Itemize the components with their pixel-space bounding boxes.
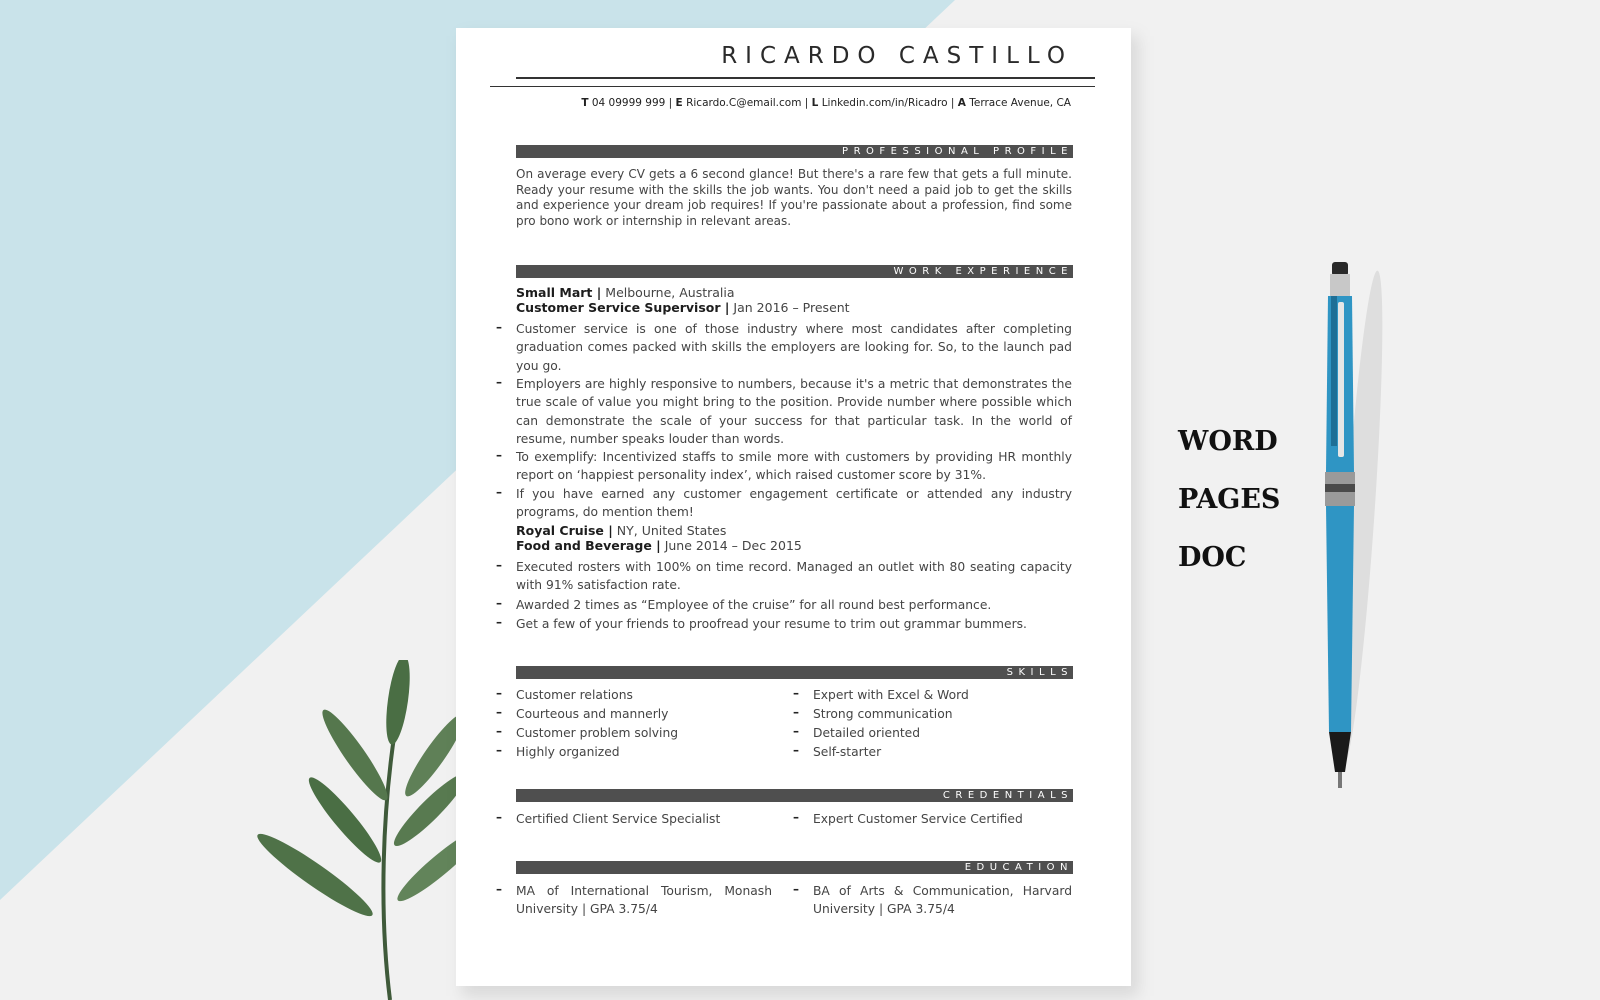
bullet: – — [496, 558, 502, 572]
job-company: Royal Cruise | — [516, 523, 613, 538]
bullet: – — [793, 705, 799, 719]
contact-label: A — [957, 97, 966, 109]
bullet: – — [496, 743, 502, 757]
bullet: – — [496, 724, 502, 738]
pen-icon — [1318, 262, 1368, 802]
format-label-word: WORD — [1178, 426, 1278, 457]
contact-line — [456, 97, 1071, 109]
job-dates: June 2014 – Dec 2015 — [660, 538, 802, 553]
contact-separator: | — [947, 97, 958, 109]
job-role: Customer Service Supervisor | — [516, 300, 730, 315]
credential-item: Certified Client Service Specialist — [516, 812, 721, 826]
format-label-pages: PAGES — [1178, 484, 1281, 515]
job-role-line — [516, 300, 850, 316]
job-location: Melbourne, Australia — [601, 285, 735, 300]
section-heading-profile: PROFESSIONAL PROFILE — [516, 145, 1073, 158]
bullet: – — [793, 882, 799, 896]
contact-label: E — [675, 97, 683, 109]
list-item: Get a few of your friends to proofread your resume to trim out grammar bummers. — [516, 617, 1027, 631]
contact-phone: 04 09999 999 — [591, 97, 666, 109]
list-item: Awarded 2 times as “Employee of the cruise” for all round best performance. — [516, 598, 992, 612]
section-heading-skills: SKILLS — [516, 666, 1073, 679]
list-item: Customer service is one of those industry where most candidates after completing graduation comes packed with skills the employers are looking for. So, to the launch pad you go. — [516, 322, 1072, 373]
bullet: – — [793, 810, 799, 824]
list-item: Executed rosters with 100% on time record. Managed an outlet with 80 seating capacity with 91% satisfaction rate. — [516, 560, 1072, 593]
list-item: If you have earned any customer engagement certificate or attended any industry programs, do mention them! — [516, 487, 1072, 520]
bullet: – — [496, 596, 502, 610]
bullet: – — [496, 320, 502, 334]
section-heading-work: WORK EXPERIENCE — [516, 265, 1073, 278]
job-dates: Jan 2016 – Present — [729, 300, 850, 315]
education-item: MA of International Tourism, Monash University | GPA 3.75/4 — [516, 884, 772, 917]
bullet: – — [496, 882, 502, 896]
skill-item: Highly organized — [516, 745, 620, 759]
job-company-line — [516, 285, 735, 301]
bullet: – — [496, 615, 502, 629]
education-item: BA of Arts & Communication, Harvard University | GPA 3.75/4 — [813, 884, 1072, 917]
bullet: – — [496, 485, 502, 499]
format-label-doc: DOC — [1178, 542, 1247, 573]
skill-item: Courteous and mannerly — [516, 707, 669, 721]
bullet: – — [496, 686, 502, 700]
credential-item: Expert Customer Service Certified — [813, 812, 1023, 826]
skill-item: Detailed oriented — [813, 726, 921, 740]
section-heading-education: EDUCATION — [516, 861, 1073, 874]
bullet: – — [793, 686, 799, 700]
contact-linkedin: Linkedin.com/in/Ricadro — [821, 97, 948, 109]
list-item: Employers are highly responsive to numbers, because it's a metric that demonstrates the true scale of value you might bring to the position. Provide number where possible which can demonstrate the scale of your success for that particular task. In the world of resume, number speaks louder than words. — [516, 377, 1072, 446]
contact-email: Ricardo.C@email.com — [686, 97, 802, 109]
contact-label: T — [581, 97, 589, 109]
plant-decoration-icon — [230, 660, 490, 1000]
bullet: – — [793, 743, 799, 757]
resume-page — [456, 28, 1131, 986]
job-company-line — [516, 523, 726, 539]
skill-item: Self-starter — [813, 745, 882, 759]
skill-item: Customer relations — [516, 688, 633, 702]
job-location: NY, United States — [612, 523, 727, 538]
bullet: – — [793, 724, 799, 738]
profile-text: On average every CV gets a 6 second glance! But there's a rare few that gets a full minute. Ready your resume with the skills the job wants. You don't need a paid job to get the skills and experience your dream job requires! If you're passionate about a profession, find some pro bono work or internship in relevant areas. — [516, 167, 1072, 228]
format-list — [1178, 426, 1280, 600]
job-role-line — [516, 538, 802, 554]
divider — [516, 77, 1095, 79]
resume-name: RICARDO CASTILLO — [721, 43, 1073, 69]
skill-item: Expert with Excel & Word — [813, 688, 969, 702]
contact-label: L — [811, 97, 819, 109]
list-item: To exemplify: Incentivized staffs to smile more with customers by providing HR monthly report on ‘happiest personality index’, which raised customer score by 31%. — [516, 450, 1072, 483]
contact-separator: | — [665, 97, 676, 109]
divider — [490, 86, 1095, 87]
job-role: Food and Beverage | — [516, 538, 661, 553]
section-heading-credentials: CREDENTIALS — [516, 789, 1073, 802]
skill-item: Strong communication — [813, 707, 953, 721]
bullet: – — [496, 375, 502, 389]
contact-address: Terrace Avenue, CA — [969, 97, 1071, 109]
job-company: Small Mart | — [516, 285, 602, 300]
bullet: – — [496, 705, 502, 719]
bullet: – — [496, 448, 502, 462]
skill-item: Customer problem solving — [516, 726, 679, 740]
bullet: – — [496, 810, 502, 824]
contact-separator: | — [801, 97, 812, 109]
